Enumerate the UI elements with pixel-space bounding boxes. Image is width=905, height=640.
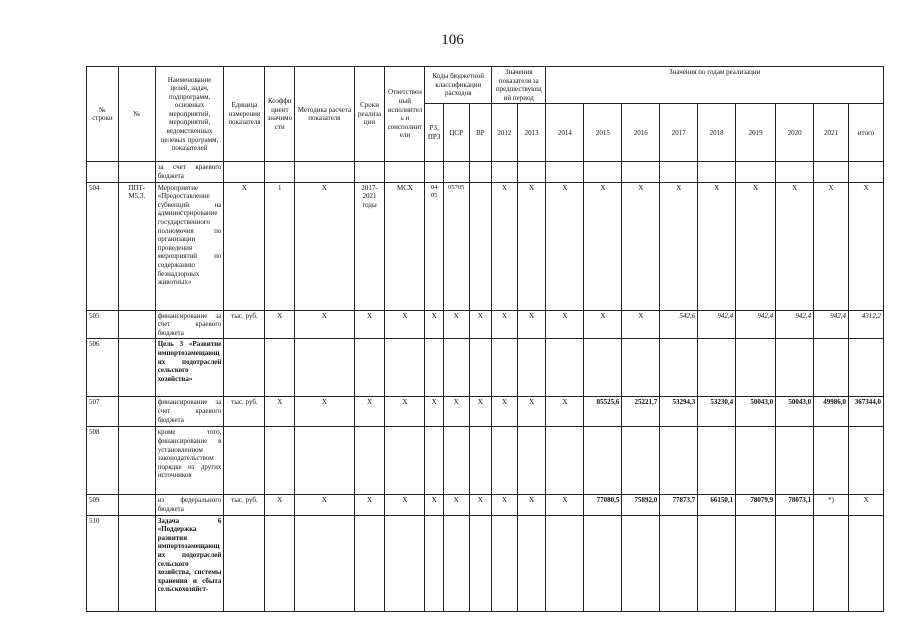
value-2018: 66150,1 xyxy=(698,495,736,515)
row-coefficient: X xyxy=(265,310,295,339)
value-2014: X xyxy=(546,495,584,515)
header-2020: 2020 xyxy=(776,104,814,162)
header-budget-codes: Коды бюджетной классификации расходов xyxy=(425,67,492,104)
row-terms: X xyxy=(354,397,385,427)
row-terms: X xyxy=(354,310,385,339)
value-2019: 78079,9 xyxy=(736,495,776,515)
value-2016: X xyxy=(622,310,660,339)
value-2017: 77873,7 xyxy=(660,495,698,515)
header-csr: ЦСР xyxy=(443,104,469,162)
row-name: Цель 3 «Развитие импортозамещающих подотраслей сельского хозяйства» xyxy=(155,339,224,397)
row-executor: МСХ xyxy=(385,182,425,310)
value-2019: 50043,0 xyxy=(736,397,776,427)
continuation-text: за счет краевого бюджета xyxy=(155,162,224,182)
header-code: № xyxy=(118,67,155,162)
value-2014: X xyxy=(546,397,584,427)
value-2013: X xyxy=(517,310,546,339)
row-coefficient: 1 xyxy=(265,182,295,310)
value-2012: X xyxy=(492,182,518,310)
header-prior-values: Значения показателя за предшествующий период xyxy=(492,67,546,104)
row-number: 506 xyxy=(87,339,119,397)
header-unit: Единица измерения показателя xyxy=(224,67,265,162)
header-2012: 2012 xyxy=(492,104,518,162)
row-terms: X xyxy=(354,495,385,515)
row-rz: X xyxy=(425,495,443,515)
value-2012: X xyxy=(492,310,518,339)
row-rz: X xyxy=(425,397,443,427)
value-2021: *) xyxy=(814,495,849,515)
value-2012: X xyxy=(492,495,518,515)
header-2015: 2015 xyxy=(584,104,622,162)
value-total: X xyxy=(848,495,883,515)
value-2020: 942,4 xyxy=(776,310,814,339)
value-2013: X xyxy=(517,495,546,515)
row-vr: X xyxy=(469,397,492,427)
row-number: 504 xyxy=(87,182,119,310)
row-csr: X xyxy=(443,310,469,339)
row-unit: тыс. руб. xyxy=(224,495,265,515)
row-number: 505 xyxy=(87,310,119,339)
row-code: ППТ-М5.3. xyxy=(118,182,155,310)
row-vr: X xyxy=(469,495,492,515)
table-row-508 xyxy=(87,427,884,495)
value-2013: X xyxy=(517,397,546,427)
row-name: кроме того, финансирование в установленном законодательством порядке из других источников xyxy=(155,427,224,495)
header-2018: 2018 xyxy=(698,104,736,162)
row-method: X xyxy=(295,397,354,427)
header-terms: Сроки реализации xyxy=(354,67,385,162)
row-vr xyxy=(469,182,492,310)
value-2019: 942,4 xyxy=(736,310,776,339)
row-name: из федерального бюджета xyxy=(155,495,224,515)
row-method: X xyxy=(295,495,354,515)
header-2014: 2014 xyxy=(546,104,584,162)
value-2021: 49986,0 xyxy=(814,397,849,427)
header-executor: Ответственный исполнитель и соисполнители xyxy=(385,67,425,162)
row-number: 508 xyxy=(87,427,119,495)
row-csr: X xyxy=(443,495,469,515)
header-rz: РЗ, ПРЗ xyxy=(425,104,443,162)
row-code xyxy=(118,310,155,339)
row-unit: X xyxy=(224,182,265,310)
value-2015: X xyxy=(584,182,622,310)
value-2020: 50043,0 xyxy=(776,397,814,427)
row-csr: 05705 xyxy=(443,182,469,310)
value-2015: 77080,5 xyxy=(584,495,622,515)
header-2013: 2013 xyxy=(517,104,546,162)
value-2017: 542,6 xyxy=(660,310,698,339)
table-row-505 xyxy=(87,310,884,339)
row-number: 507 xyxy=(87,397,119,427)
row-number: 509 xyxy=(87,495,119,515)
row-executor: X xyxy=(385,495,425,515)
row-rz: X xyxy=(425,310,443,339)
row-executor: X xyxy=(385,397,425,427)
table-row-510 xyxy=(87,515,884,611)
row-vr: X xyxy=(469,310,492,339)
header-coefficient: Коэффициент значимости xyxy=(265,67,295,162)
row-code xyxy=(118,495,155,515)
table-row-504 xyxy=(87,182,884,310)
header-2019: 2019 xyxy=(736,104,776,162)
value-total: 4312,2 xyxy=(848,310,883,339)
page-number: 106 xyxy=(441,32,464,48)
value-2020: 78073,1 xyxy=(776,495,814,515)
value-2012: X xyxy=(492,397,518,427)
value-2020: X xyxy=(776,182,814,310)
row-code xyxy=(118,397,155,427)
row-name: финансирование за счет краевого бюджета xyxy=(155,397,224,427)
row-unit: тыс. руб. xyxy=(224,310,265,339)
header-2021: 2021 xyxy=(814,104,849,162)
value-2014: X xyxy=(546,182,584,310)
continuation-row xyxy=(87,162,884,182)
row-name: Мероприятие «Предоставление субвенций на администрирование государственного полномочия по организации проведения мероприятий по содержанию безнадзорных животных» xyxy=(155,182,224,310)
row-method: X xyxy=(295,310,354,339)
header-method: Методика расчета показателя xyxy=(295,67,354,162)
value-2015: X xyxy=(584,310,622,339)
row-csr: X xyxy=(443,397,469,427)
value-2016: X xyxy=(622,182,660,310)
value-2015: 85525,6 xyxy=(584,397,622,427)
header-name: Наименование целей, задач, подпрограмм, основных мероприятий, мероприятий, ведомственных целевых программ, показателей xyxy=(155,67,224,162)
row-unit: тыс. руб. xyxy=(224,397,265,427)
row-executor: X xyxy=(385,310,425,339)
header-2016: 2016 xyxy=(622,104,660,162)
row-number: 510 xyxy=(87,515,119,611)
value-2018: 942,4 xyxy=(698,310,736,339)
value-total: X xyxy=(848,182,883,310)
value-2018: X xyxy=(698,182,736,310)
header-vr: ВР xyxy=(469,104,492,162)
header-2017: 2017 xyxy=(660,104,698,162)
value-2014: X xyxy=(546,310,584,339)
value-total: 367344,0 xyxy=(848,397,883,427)
row-coefficient: X xyxy=(265,397,295,427)
row-coefficient: X xyxy=(265,495,295,515)
header-row-1 xyxy=(87,67,884,104)
table-row-509 xyxy=(87,495,884,515)
value-2016: 25221,7 xyxy=(622,397,660,427)
value-2021: 942,4 xyxy=(814,310,849,339)
value-2016: 75892,0 xyxy=(622,495,660,515)
header-total: итого xyxy=(848,104,883,162)
row-rz: 04 05 xyxy=(425,182,443,310)
value-2021: X xyxy=(814,182,849,310)
program-table xyxy=(86,66,884,612)
table-row-506 xyxy=(87,339,884,397)
table-row-507 xyxy=(87,397,884,427)
value-2013: X xyxy=(517,182,546,310)
value-2018: 53230,4 xyxy=(698,397,736,427)
value-2019: X xyxy=(736,182,776,310)
value-2017: 53294,3 xyxy=(660,397,698,427)
row-terms: 2017-2021 годы xyxy=(354,182,385,310)
row-name: финансирование за счет краевого бюджета xyxy=(155,310,224,339)
header-row-no: № строки xyxy=(87,67,119,162)
row-method: X xyxy=(295,182,354,310)
value-2017: X xyxy=(660,182,698,310)
row-name: Задача 6 «Поддержка развития импортозамещающих подотраслей сельского хозяйства, системы хранения и сбыта сельскохозяйст- xyxy=(155,515,224,611)
header-years-values: Значения по годам реализации xyxy=(546,67,884,104)
